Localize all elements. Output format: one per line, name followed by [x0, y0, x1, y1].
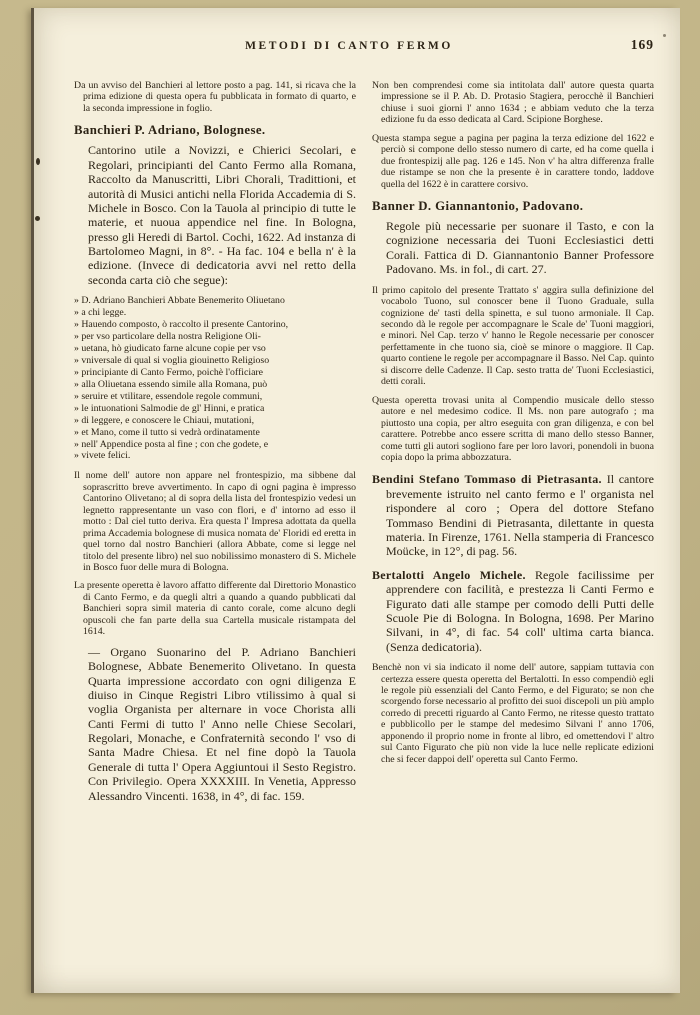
quote-line: » D. Adriano Banchieri Abbate Benemerito Oliuetano [74, 295, 285, 307]
page-number: 169 [630, 37, 654, 52]
quote-line: » vniversale di qual si voglia giouinetto Religioso [74, 354, 270, 366]
entry-paragraph: — Organo Suonarino del P. Adriano Banchieri Bolognese, Abbate Benemerito Olivetano. In questa Quarta impressione accordato con ogni diligenza E diuiso in Cinque Registri Libro vtilissimo à qual si voglia Organista per alternare in voce Chorista alli Canti Fermi di tutto l' Anno nelle Chiese Secolari, Regolari, Monache, e Confraternità secondo l' vso di Santa Madre Chiesa. Et nel fine dopò la Tauola Generale di tutta l' Opera Aggiuntoui il Sesto Registro. Con Privilegio. Opera XXXXIII. In Venetia, Appresso Alessandro Vincenti. 1638, in 4°, di fac. 159. [88, 644, 356, 803]
entry-paragraph [372, 568, 654, 654]
book-page [34, 8, 680, 993]
bibliographic-note: Benchè non vi sia indicato il nome dell' autore, sappiam tuttavia con certezza essere questa operetta del Bertalotti. In esso compendiò egli le regole più essenziali del Canto Fermo, e del Figurato; se non che scorgendo forse necessario al profitto dei suoi discepoli un più amplo corredo di precetti riguardo al Canto Fermo, ne ritesse questo trattato e pubblicollo per le stampe del medesimo Silvani l' anno 1706, apponendo il proprio nome in fronte al libro, ed omettendovi l' altro sul Canto Figurato che più non vide la luce nelle replicate edizioni che si fecer dappoi dell' operetta sul Canto Fermo. [372, 662, 654, 765]
quote-line: » a chi legge. [74, 307, 127, 319]
quote-line: » vivete felici. [74, 450, 131, 462]
entry-heading: Banchieri P. Adriano, Bolognese. [74, 123, 266, 138]
quote-line: » alla Oliuetana essendo simile alla Romana, può [74, 378, 268, 390]
quote-line: » et Mano, come il tutto si vedrà ordinatamente [74, 426, 260, 438]
bibliographic-note: La presente operetta è lavoro affatto differente dal Direttorio Monastico di Canto Fermo, e da quegli altri a quando a quando pubblicati dal Banchieri sopra simil materia di canto corale, come alcuno degli opuscoli che fan parte della sua Cartella musicale ristampata del 1614. [74, 580, 356, 638]
text-columns [74, 80, 654, 811]
quote-line: » nell' Appendice posta al fine ; con che godete, e [74, 438, 269, 450]
bibliographic-note: Non ben comprendesi come sia intitolata dall' autore questa quarta impressione se il P. Ab. D. Protasio Stagiera, perocchè il Banchieri chiuse i suoi giorni l' anno 1634 ; e abbiam veduto che la terza edizione fu da esso dedicata al Card. Scipione Borghese. [372, 80, 654, 126]
entry-heading: Banner D. Giannantonio, Padovano. [372, 199, 584, 214]
entry-heading-inline: Bertalotti Angelo Michele. [372, 567, 535, 582]
bibliographic-note: Questa operetta trovasi unita al Compendio musicale dello stesso autore e nel medesimo codice. Il Ms. non pare autografo ; ma piuttosto una copia, per altro eseguita con gran diligenza, e con bel carattere. Potrebbe anco essere scritta di mano dello stesso Banner, come tutti gli autori sogliono fare per loro lavori, ponendoli in buona copia dopo la prima abbozzatura. [372, 394, 654, 463]
entry-text: Regole facilissime per apprendere con facilità, e prestezza li Canti Fermo e Figurato dati alle stampe per comodo delli Putti delle Scuole Pie di Bologna. In Bologna, 1698. Per Marino Silvani, in 4°, di fac. 54 coll' ultima carta bianca. (Senza dedicatoria). [386, 567, 654, 654]
entry-text: Il cantore brevemente istruito nel canto fermo e l' organista nel rispondere al coro ; Opera del dottore Stefano Tommaso Bendini di Pietrasanta, dilettante in questa materia. In Firenze, 1761. Nella stamperia di Francesco Moücke, in 12°, di pag. 56. [386, 472, 654, 559]
entry-heading-inline: Bendini Stefano Tommaso di Pietrasanta. [372, 472, 607, 487]
quote-line: » di leggere, e conoscere le Chiaui, mutationi, [74, 414, 255, 426]
bibliographic-note: Questa stampa segue a pagina per pagina la terza edizione del 1622 e perciò si compone dello stesso numero di carte, ed ha come quella i due frontespizij alle pag. 126 e 145. Non v' ha altra differenza fralle due ristampe se non che la presente è in carattere tondo, laddove quella del 1622 è in carattere corsivo. [372, 132, 654, 190]
entry-paragraph: Cantorino utile a Novizzi, e Chierici Secolari, e Regolari, principianti del Canto Fermo alla Romana, Raccolto da Manuscritti, Libri Chorali, Tradittioni, et autorità di Musici antichi nella Florida Accademia di S. Michele in Bosco. Con la Tauola al principio di tutte le materie, et nuoua appendice nel fine. In Bologna, presso gli Heredi di Bartol. Cochi, 1622. Ad instanza di Bartolomeo Magni, in 8°. - Ha fac. 104 e bella n' è la edizione. (Invece di dedicatoria avvi nel retto della seconda carta ciò che segue): [88, 143, 356, 287]
entry-paragraph [372, 472, 654, 558]
page-content [34, 8, 680, 993]
quote-line: » le intuonationi Salmodie de gl' Hinni, e pratica [74, 402, 265, 414]
quote-line: » principiante di Canto Fermo, poichè l'officiare [74, 366, 264, 378]
quote-line: » Hauendo composto, ò raccolto il presente Cantorino, [74, 319, 289, 331]
bibliographic-note: Da un avviso del Banchieri al lettore posto a pag. 141, si ricava che la prima edizione di questa opera fu pubblicata in formato di quarto, e la seconda impressione in foglio. [74, 80, 356, 114]
running-head [74, 37, 654, 60]
quote-line: » seruire et vtilitare, essendole regole communi, [74, 390, 263, 402]
page-header-title: METODI DI CANTO FERMO [245, 40, 453, 52]
right-column [372, 80, 654, 811]
quote-line: » uetana, hò giudicato farne alcune copie per vso [74, 343, 266, 355]
left-column [74, 80, 356, 811]
entry-paragraph: Regole più necessarie per suonare il Tasto, e con la cognizione necessaria dei Tuoni Ecclesiastici detti Corali. Fattica di D. Giannantonio Banner Professore Padovano. Ms. in fol., di cart. 27. [386, 219, 654, 277]
bibliographic-note: Il primo capitolo del presente Trattato s' aggira sulla definizione del vocabolo Tuono, sul conoscer bene il Tuono Graduale, sulla cognizione de' tasti della spinetta, e sul tuono armoniale. Il Cap. secondo dà le regole per accompagnare le Scale de' Tuoni maggiori, e minori. Nel Cap. terzo v' hanno le Regole necessarie per conoscer perfettamente in che tuono sia, cioè se minore o maggiore. Il Cap. quarto contiene le regole per accompagnare il Basso. Nel Cap. quinto si discorre delle Cadenze. Il Cap. sesto tratta de' Tuoni Ecclesiastici, detti corali. [372, 284, 654, 388]
quote-line: » per vso particolare della nostra Religione Oli- [74, 331, 261, 343]
bibliographic-note: Il nome dell' autore non appare nel frontespizio, ma sibbene dal soprascritto breve avvertimento. In capo di ogni pagina è impresso Cantorino Olivetano; al di sopra della lista del frontespizio vedesi un legnetto rappresentante un vaso con flori, e d' intorno ad esso il motto : Dal ciel tutto deriva. Era questa l' Impresa adottata da quella prima Accademia bolognese di musica nomata de' Floridi ed eretta in quel torno dal nostro Banchieri (allora Abbate, come si legge nel titolo del presente libro) nel suo nobilissimo monastero di S. Michele in Bosco fuor delle mura di Bologna. [74, 470, 356, 574]
quoted-dedication [74, 295, 356, 462]
